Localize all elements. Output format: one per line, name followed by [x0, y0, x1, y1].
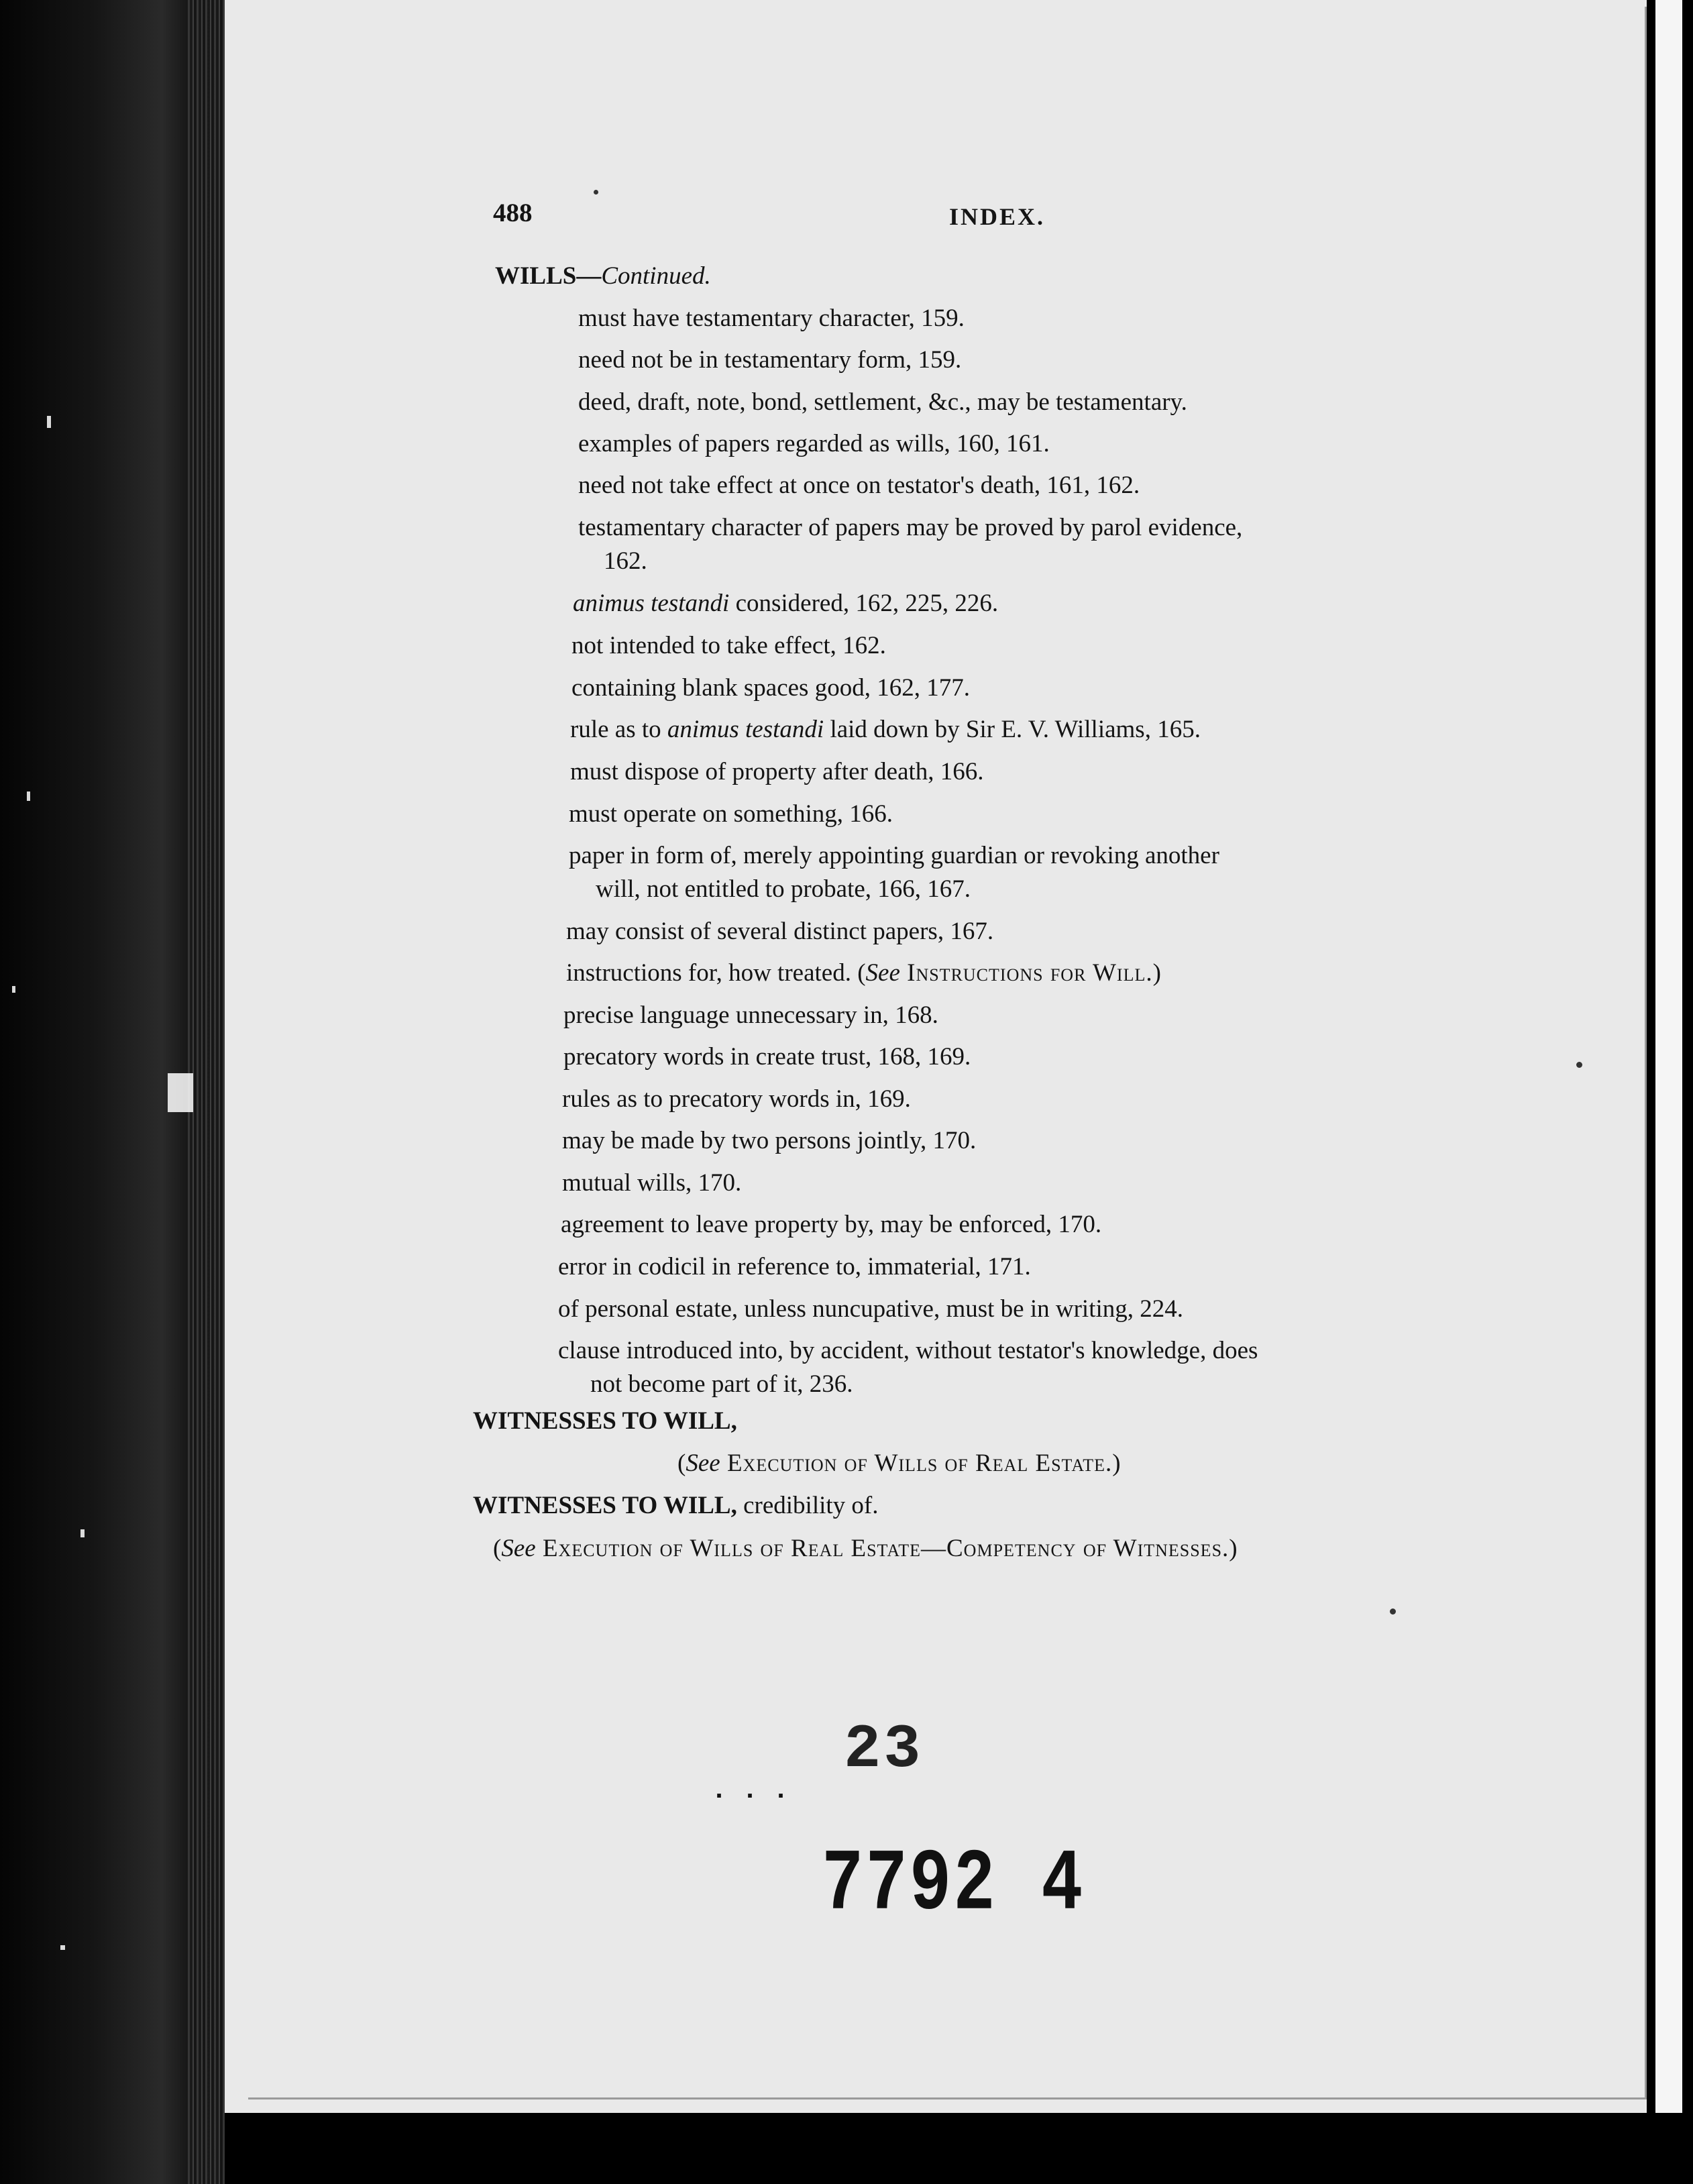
index-line-text: of personal estate, unless nuncupative, must be in writing, 224. [558, 1295, 1184, 1323]
index-line [566, 919, 993, 944]
ink-dot [594, 190, 598, 195]
index-line-text: Instructions for Will. [899, 959, 1153, 987]
index-line [570, 759, 984, 784]
index-line-text: laid down by Sir E. V. Williams, 165. [824, 716, 1201, 743]
index-line [570, 717, 1201, 742]
index-line-text: precatory words in create trust, 168, 169. [563, 1043, 971, 1071]
index-line [473, 1409, 737, 1433]
index-line [562, 1170, 741, 1195]
index-line-text: animus testandi [573, 590, 730, 617]
spine-speck [60, 1945, 65, 1950]
spine-speck [80, 1529, 85, 1537]
stamp-number-small: 23 [844, 1714, 924, 1785]
index-line-text: See [686, 1450, 720, 1477]
ink-dot [1390, 1608, 1396, 1615]
bottom-margin [225, 2113, 1693, 2184]
index-line [578, 515, 1242, 540]
ink-dot [1576, 1062, 1582, 1068]
index-line-text: ( [493, 1535, 502, 1562]
index-line-text: clause introduced into, by accident, without testator's knowledge, does [558, 1337, 1258, 1364]
index-line-text: ILLS— [520, 262, 602, 290]
index-line [493, 1536, 1238, 1561]
index-line [558, 1254, 1031, 1279]
index-line [562, 1087, 911, 1111]
index-line-text: WITNESSES TO WILL, [473, 1492, 737, 1519]
index-line [561, 1212, 1101, 1237]
index-line-text: may consist of several distinct papers, 167. [566, 918, 994, 945]
index-line-text: must have testamentary character, 159. [578, 305, 965, 332]
index-line-text: ) [1112, 1450, 1121, 1477]
index-line-text: instructions for, how treated. ( [566, 959, 866, 987]
index-line [578, 473, 1140, 498]
spine-speck [12, 986, 15, 993]
index-line [596, 877, 971, 902]
index-line [571, 675, 970, 700]
index-line [573, 591, 998, 616]
index-line [563, 1044, 971, 1069]
index-line-text: ) [1229, 1535, 1238, 1562]
index-line-text: error in codicil in reference to, immaterial, 171. [558, 1253, 1031, 1280]
stamp-number-large: 7792 4 [822, 1836, 1085, 1935]
next-page-edge [1655, 0, 1682, 2113]
spine-speck [47, 416, 51, 428]
index-line-text: agreement to leave property by, may be enforced, 170. [561, 1211, 1102, 1238]
index-line [677, 1451, 1121, 1476]
index-line-text: paper in form of, merely appointing guardian or revoking another [569, 842, 1219, 869]
index-line-text: ) [1152, 959, 1161, 987]
page-edges [188, 0, 228, 2184]
index-line-text: Execution of Wills of Real Estate—Competency of Witnesses. [535, 1535, 1230, 1562]
index-line [562, 1128, 976, 1153]
index-line-text: examples of papers regarded as wills, 160, 161. [578, 430, 1050, 457]
index-line-text: credibility of. [736, 1492, 879, 1519]
index-line-text: not intended to take effect, 162. [571, 632, 886, 659]
index-line-text: testamentary character of papers may be proved by parol evidence, [578, 514, 1243, 541]
stamp-dots: ... [711, 1776, 804, 1806]
index-line [566, 961, 1161, 985]
index-line [578, 306, 965, 331]
index-line [569, 802, 893, 826]
index-line-text: will, not entitled to probate, 166, 167. [596, 875, 971, 903]
index-line-text: deed, draft, note, bond, settlement, &c., may be testamentary. [578, 388, 1187, 416]
index-line-text: W [495, 262, 520, 290]
index-line-text: ( [677, 1450, 686, 1477]
index-line [590, 1372, 853, 1397]
index-line [558, 1338, 1258, 1363]
index-line [604, 549, 647, 574]
index-line-text: must dispose of property after death, 166. [570, 758, 984, 785]
index-line-text: containing blank spaces good, 162, 177. [571, 674, 970, 702]
index-line-text: See [865, 959, 900, 987]
page-number: 488 [493, 199, 533, 227]
index-line-text: precise language unnecessary in, 168. [563, 1001, 938, 1029]
index-line [578, 431, 1050, 456]
index-line-text: need not take effect at once on testator's death, 161, 162. [578, 472, 1140, 499]
index-line [578, 390, 1187, 415]
index-line-text: 162. [604, 547, 647, 575]
index-line-text: rules as to precatory words in, 169. [562, 1085, 911, 1113]
index-line-text: considered, 162, 225, 226. [729, 590, 999, 617]
index-line-text: not become part of it, 236. [590, 1370, 853, 1398]
index-line-text: WITNESSES TO WILL, [473, 1407, 737, 1435]
index-line [578, 347, 961, 372]
spine-speck [27, 791, 30, 801]
index-line [558, 1297, 1183, 1321]
running-head: INDEX. [949, 203, 1046, 230]
spine-speck [168, 1073, 193, 1112]
index-line-text: rule as to [570, 716, 667, 743]
index-line-text: may be made by two persons jointly, 170. [562, 1127, 977, 1154]
index-line-text: mutual wills, 170. [562, 1169, 742, 1197]
index-line-text: must operate on something, 166. [569, 800, 893, 828]
index-line-text: Execution of Wills of Real Estate. [720, 1450, 1113, 1477]
index-line [495, 264, 711, 288]
index-line [569, 843, 1219, 868]
index-line-text: animus testandi [667, 716, 824, 743]
index-line [571, 633, 886, 658]
index-line-text: Continued. [601, 262, 711, 290]
index-line-text: See [501, 1535, 536, 1562]
index-line-text: need not be in testamentary form, 159. [578, 346, 962, 374]
index-line [563, 1003, 938, 1028]
index-line [473, 1493, 879, 1518]
